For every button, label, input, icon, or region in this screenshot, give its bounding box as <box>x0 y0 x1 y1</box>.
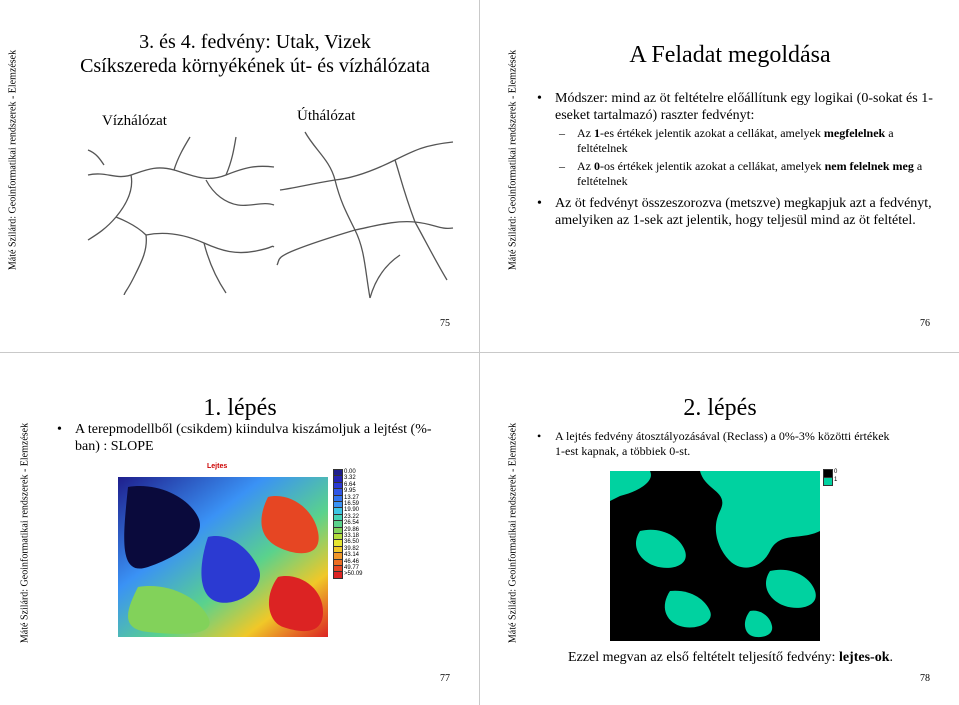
bullet-intersection: • Az öt fedvényt összeszorozva (metszve) megkapjuk azt a fedvényt, amelyiken az 1-sek azt jelentik, hogy teljesül mind az öt feltétel. <box>537 195 937 229</box>
side-label: Máté Szilárd: Geoinformatikai rendszerek - Elemzések <box>19 422 31 644</box>
legend-label: 6.64 <box>344 481 356 488</box>
legend-label: 29.86 <box>344 526 360 533</box>
legend-label: 39.82 <box>344 545 360 552</box>
bullet-method: • Módszer: mind az öt feltételre előállítunk egy logikai (0-sokat és 1-eseket tartalmazó) raszter fedvényt: <box>537 90 937 124</box>
side-label: Máté Szilárd: Geoinformatikai rendszerek - Elemzések <box>507 49 519 271</box>
legend-label: 0.00 <box>344 469 356 475</box>
legend-label: 13.27 <box>344 494 360 501</box>
slide-77 <box>0 353 479 705</box>
legend-label: 43.14 <box>344 552 360 559</box>
legend-label: 0 <box>834 469 838 475</box>
legend-label: 49.77 <box>344 565 360 571</box>
legend-label: 46.46 <box>344 558 360 565</box>
legend-swatch <box>333 571 343 578</box>
slope-map <box>118 477 328 637</box>
legend-label: 19.90 <box>344 507 360 514</box>
page-number: 76 <box>920 318 930 329</box>
legend-label: 26.54 <box>344 520 360 527</box>
legend-label: >50.09 <box>344 571 363 578</box>
legend-label: 3.32 <box>344 475 356 482</box>
page-number: 78 <box>920 673 930 684</box>
water-network-map <box>86 135 276 295</box>
slide-title: 1. lépés <box>203 395 277 421</box>
legend-swatch <box>823 477 833 486</box>
water-network-label: Vízhálózat <box>102 113 167 129</box>
legend-label: 33.18 <box>344 533 360 539</box>
road-network-map <box>275 130 455 300</box>
slope-map-title: Lejtes <box>207 463 228 470</box>
side-label: Máté Szilárd: Geoinformatikai rendszerek - Elemzések <box>7 49 19 271</box>
slide-title: 2. lépés <box>683 395 757 421</box>
page-number: 75 <box>440 318 450 329</box>
road-network-label: Úthálózat <box>297 108 356 124</box>
slide-title: A Feladat megoldása <box>629 42 831 68</box>
reclass-map <box>610 471 820 641</box>
legend-label: 9.95 <box>344 488 356 495</box>
reclass-legend <box>823 469 853 493</box>
slope-legend <box>333 469 373 589</box>
slide-title: 3. és 4. fedvény: Utak, Vizek Csíkszereda környékének út- és vízhálózata <box>80 31 430 77</box>
page-number: 77 <box>440 673 450 684</box>
legend-label: 23.22 <box>344 513 360 520</box>
bullet-reclass: • A lejtés fedvény átosztályozásával (Reclass) a 0%-3% közötti értékek 1-est kapnak, a többiek 0-st. <box>537 429 897 459</box>
legend-label: 36.50 <box>344 539 360 546</box>
sub-bullet-zeros: – Az 0-os értékek jelentik azokat a cellákat, amelyek nem felelnek meg a feltételnek <box>537 159 937 189</box>
sub-bullet-ones: – Az 1-es értékek jelentik azokat a cellákat, amelyek megfelelnek a feltételnek <box>537 126 937 156</box>
footer-text: Ezzel megvan az első feltételt teljesítő fedvény: lejtes-ok. <box>568 650 893 665</box>
slide-76 <box>480 0 959 352</box>
slide-75 <box>0 0 479 352</box>
bullet-slope: • A terepmodellből (csikdem) kiindulva kiszámoljuk a lejtést (%-ban) : SLOPE <box>57 421 437 455</box>
bullet-list <box>537 429 897 459</box>
bullet-list <box>57 421 437 455</box>
slide-78 <box>480 353 959 705</box>
side-label: Máté Szilárd: Geoinformatikai rendszerek - Elemzések <box>507 422 519 644</box>
legend-label: 16.59 <box>344 501 360 507</box>
legend-label: 1 <box>834 477 838 483</box>
bullet-list <box>537 90 937 229</box>
